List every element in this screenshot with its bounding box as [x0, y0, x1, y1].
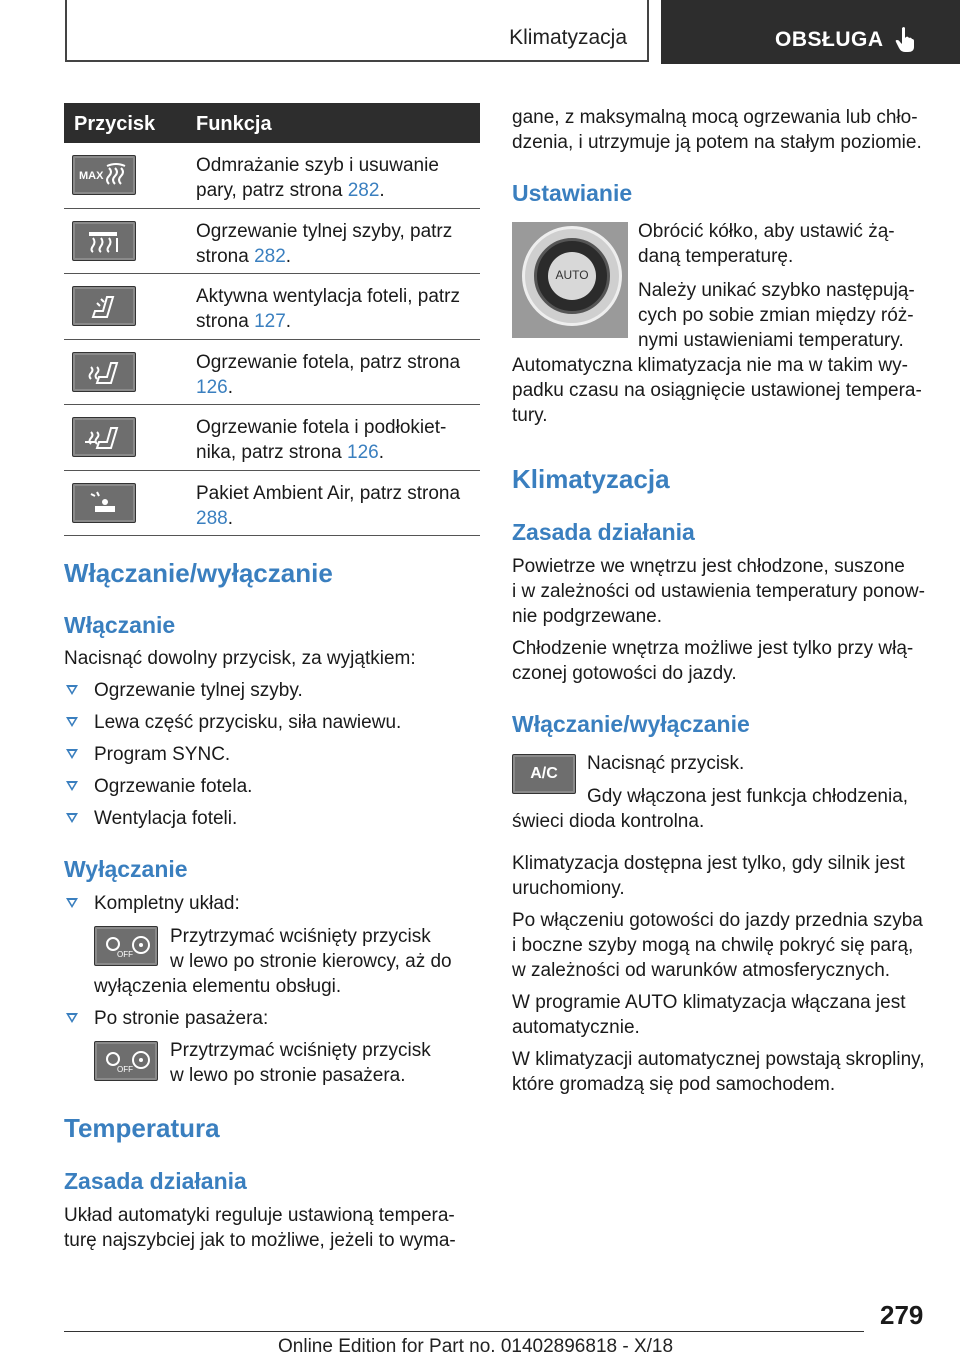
setting-text-line: padku czasu na osiągnięcie ustawionej tempera- [512, 380, 922, 401]
svg-text:MAX: MAX [79, 170, 104, 182]
table-row [64, 209, 480, 274]
ac-text-line: automatycznie. [512, 1017, 640, 1038]
setting-text-line: Automatyczna klimatyzacja nie ma w takim wy- [512, 355, 908, 376]
function-button-image [72, 155, 136, 195]
heading-principle: Zasada działania [512, 519, 695, 545]
function-table [64, 103, 480, 536]
setting-text-line: nymi ustawieniami temperatury. [638, 330, 904, 351]
ac-text-line: w zależności od warunków atmosferycznych. [512, 960, 891, 981]
function-text: Pakiet Ambient Air, patrz strona [196, 483, 461, 504]
ac-text-line: Nacisnąć przycisk. [587, 753, 745, 774]
heading-ac-onoff: Włączanie/wyłączanie [512, 711, 750, 737]
setting-text-line: tury. [512, 405, 548, 426]
header-section-box [65, 0, 649, 62]
ac-text-line: świeci dioda kontrolna. [512, 811, 705, 832]
ac-text-line: W klimatyzacji automatycznej powstają skropliny, [512, 1049, 925, 1070]
list-item: Program SYNC. [66, 742, 466, 767]
temp-text-line: Układ automatyki reguluje ustawioną tempera- [64, 1205, 455, 1226]
table-row [64, 471, 480, 536]
function-text: Aktywna wentylacja foteli, patrz strona [196, 286, 461, 332]
function-button-image [72, 483, 136, 523]
function-button-image [72, 352, 136, 392]
fan-off-icon [99, 933, 153, 959]
principle-text-line: Chłodzenie wnętrza możliwe jest tylko przy włą- [512, 638, 914, 659]
fan-off-button-driver [94, 926, 158, 966]
ac-text-line: i boczne szyby mogą na chwilę pokryć się parą, [512, 935, 914, 956]
heading-temperature: Temperatura [64, 1113, 220, 1143]
list-item: Ogrzewanie tylnej szyby. [66, 678, 466, 703]
function-description: Odmrażanie szyb i usuwanie pary, patrz strona 282. [196, 155, 439, 201]
knob-auto-label: AUTO [555, 268, 589, 282]
table-header [64, 103, 480, 143]
temperature-knob-image [512, 222, 628, 338]
function-description: Ogrzewanie fotela i podłokiet-nika, patrz strona 126. [196, 417, 447, 463]
heading-on: Włączanie [64, 612, 176, 638]
svg-text:OFF: OFF [117, 1065, 133, 1074]
function-text: Ogrzewanie tylnej szyby, patrz strona [196, 221, 453, 267]
page-link[interactable]: 288 [196, 508, 228, 529]
ac-text-line: Klimatyzacja dostępna jest tylko, gdy silnik jest [512, 853, 905, 874]
page-link[interactable]: 282 [347, 180, 380, 201]
seat-ventilation-icon [77, 293, 131, 319]
seat-heating-icon [77, 359, 131, 385]
cont-text-line: dzenia, i utrzymuje ją potem na stałym poziomie. [512, 132, 922, 153]
cont-text-line: gane, z maksymalną mocą ogrzewania lub chło- [512, 107, 918, 128]
off-text-line: Przytrzymać wciśnięty przycisk [170, 926, 431, 947]
function-button-image [72, 417, 136, 457]
off-text-line: wyłączenia elementu obsługi. [94, 976, 342, 997]
seat-armrest-heating-icon [77, 424, 131, 450]
heading-temp-principle: Zasada działania [64, 1168, 247, 1194]
list-item: Lewa część przycisku, siła nawiewu. [66, 710, 466, 735]
page-link[interactable]: 282 [254, 246, 286, 267]
col-header-function: Funkcja [196, 113, 272, 135]
principle-text-line: i w zależności od ustawienia temperatury ponow- [512, 581, 925, 602]
function-text: Ogrzewanie fotela, patrz strona [196, 352, 461, 373]
principle-text-line: nie podgrzewane. [512, 606, 662, 627]
ac-text-line: Po włączeniu gotowości do jazdy przednia szyba [512, 910, 923, 931]
function-description: Aktywna wentylacja foteli, patrz strona 127. [196, 286, 461, 332]
list-item: Kompletny układ: [66, 891, 466, 916]
table-row [64, 274, 480, 340]
edition-note: Online Edition for Part no. 01402896818 - X/18 [278, 1336, 674, 1357]
function-description: Ogrzewanie fotela, patrz strona 126. [196, 352, 461, 398]
col-header-button: Przycisk [74, 113, 156, 135]
page-number: 279 [880, 1300, 924, 1330]
function-description: Pakiet Ambient Air, patrz strona 288. [196, 483, 461, 529]
ac-text-line: Gdy włączona jest funkcja chłodzenia, [587, 786, 909, 807]
off-text-line: w lewo po stronie kierowcy, aż do [170, 951, 452, 972]
list-item: Po stronie pasażera: [66, 1006, 466, 1031]
temp-text-line: turę najszybciej jak to możliwe, jeżeli to wyma- [64, 1230, 456, 1251]
ac-text-line: W programie AUTO klimatyzacja włączana jest [512, 992, 906, 1013]
table-row [64, 143, 480, 209]
setting-text-line: daną temperaturę. [638, 246, 794, 267]
section-title: Klimatyzacja [509, 26, 627, 49]
ac-text-line: uruchomiony. [512, 878, 625, 899]
ac-text-line: które gromadzą się pod samochodem. [512, 1074, 836, 1095]
principle-text-line: Powietrze we wnętrzu jest chłodzone, suszone [512, 556, 905, 577]
ambient-air-icon [77, 490, 131, 516]
svg-text:OFF: OFF [117, 950, 133, 959]
on-intro: Nacisnąć dowolny przycisk, za wyjątkiem: [64, 648, 416, 669]
function-button-image [72, 221, 136, 261]
footer-divider [64, 1331, 864, 1332]
function-description: Ogrzewanie tylnej szyby, patrz strona 282. [196, 221, 453, 267]
setting-text-line: cych po sobie zmian między róż- [638, 305, 914, 326]
list-item: Ogrzewanie fotela. [66, 774, 466, 799]
page-link[interactable]: 126 [347, 442, 379, 463]
hand-pointer-icon [895, 26, 915, 52]
fan-off-button-passenger [94, 1041, 158, 1081]
rear-window-heating-icon [77, 228, 131, 254]
fan-off-icon [99, 1048, 153, 1074]
max-defrost-icon [77, 162, 131, 188]
setting-text-line: Obrócić kółko, aby ustawić żą- [638, 221, 895, 242]
heading-off: Wyłączanie [64, 856, 188, 882]
function-text: Ogrzewanie fotela i podłokiet-nika, patrz strona [196, 417, 447, 463]
page-link[interactable]: 126 [196, 377, 228, 398]
setting-text-line: Należy unikać szybko następują- [638, 280, 915, 301]
ac-button: A/C [512, 754, 576, 794]
heading-ac: Klimatyzacja [512, 464, 670, 494]
chapter-tab [661, 0, 960, 64]
heading-setting: Ustawianie [512, 180, 633, 206]
off-text-line: Przytrzymać wciśnięty przycisk [170, 1040, 431, 1061]
list-item: Wentylacja foteli. [66, 806, 466, 831]
heading-onoff: Włączanie/wyłączanie [64, 558, 333, 588]
function-text: Odmrażanie szyb i usuwanie pary, patrz strona [196, 155, 439, 201]
table-row [64, 405, 480, 471]
page-link[interactable]: 127 [254, 311, 286, 332]
table-row [64, 340, 480, 405]
chapter-label: OBSŁUGA [775, 28, 884, 51]
principle-text-line: czonej gotowości do jazdy. [512, 663, 737, 684]
off-text-line: w lewo po stronie pasażera. [170, 1065, 406, 1086]
function-button-image [72, 286, 136, 326]
